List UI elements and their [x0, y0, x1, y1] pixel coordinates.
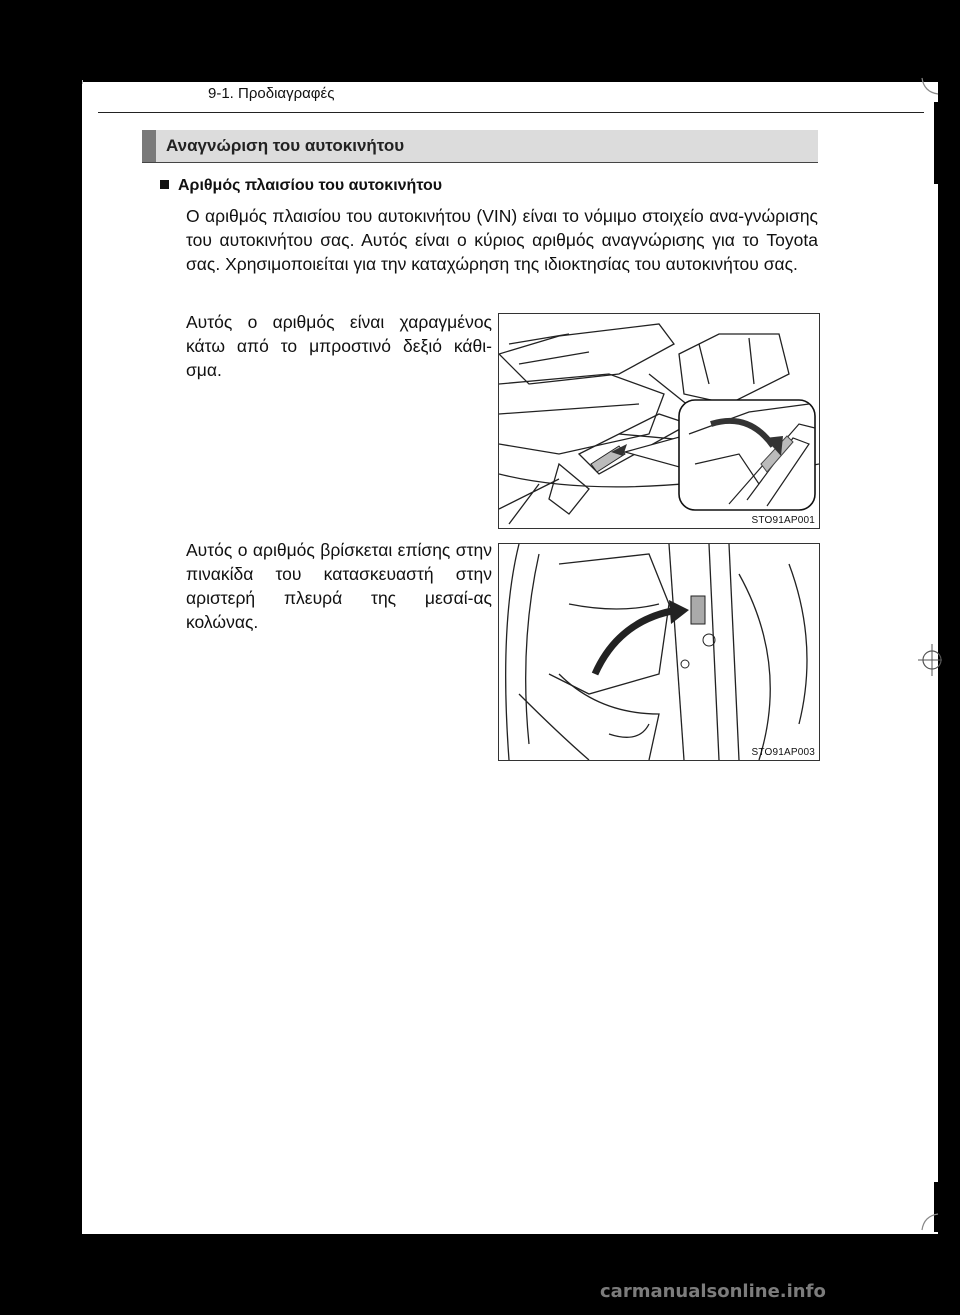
floor-vin-figure: [498, 313, 820, 529]
pillar-plate-illustration: [499, 544, 819, 760]
section-accent: [142, 130, 156, 162]
crop-corner-mark: [920, 1210, 940, 1234]
vin-floor-location-paragraph: Αυτός ο αριθμός είναι χαραγμένος κάτω από το μπροστινό δεξιό κάθι-σμα.: [186, 312, 492, 380]
pillar-vin-figure: [498, 543, 820, 761]
manual-page: [82, 82, 938, 1234]
edge-bar: [934, 102, 938, 184]
section-header: [142, 130, 818, 162]
figure-code: STO91AP003: [751, 747, 815, 758]
crop-mark: [82, 80, 83, 84]
vin-intro-paragraph: Ο αριθμός πλαισίου του αυτοκινήτου (VIN) είναι το νόμιμο στοιχείο ανα-γνώρισης του αυτοκινήτου σας. Αυτός είναι ο κύριος αριθμός αναγνώρισης για το Toyota σας. Χρησιμοποιείται για την καταχώρηση της ιδιοκτησίας του αυτοκινήτου σας.: [186, 206, 818, 274]
section-title: Αναγνώριση του αυτοκινήτου: [166, 136, 405, 155]
watermark: carmanualsonline.info: [600, 1281, 826, 1302]
figure-code: STO91AP001: [751, 515, 815, 526]
vin-pillar-location-paragraph: Αυτός ο αριθμός βρίσκεται επίσης στην πινακίδα του κατασκευαστή στην αριστερή πλευρά της μεσαί-ας κολώνας.: [186, 540, 492, 632]
seat-floor-illustration: [499, 314, 819, 528]
section-underline: [142, 162, 818, 163]
breadcrumb: 9-1. Προδιαγραφές: [208, 85, 335, 102]
bullet-square-icon: [160, 180, 169, 189]
crop-corner-mark: [920, 74, 940, 98]
registration-mark: [918, 640, 942, 680]
vin-heading-text: Αριθμός πλαισίου του αυτοκινήτου: [178, 177, 443, 194]
vin-heading: [160, 177, 442, 195]
breadcrumb-divider: [98, 112, 924, 113]
